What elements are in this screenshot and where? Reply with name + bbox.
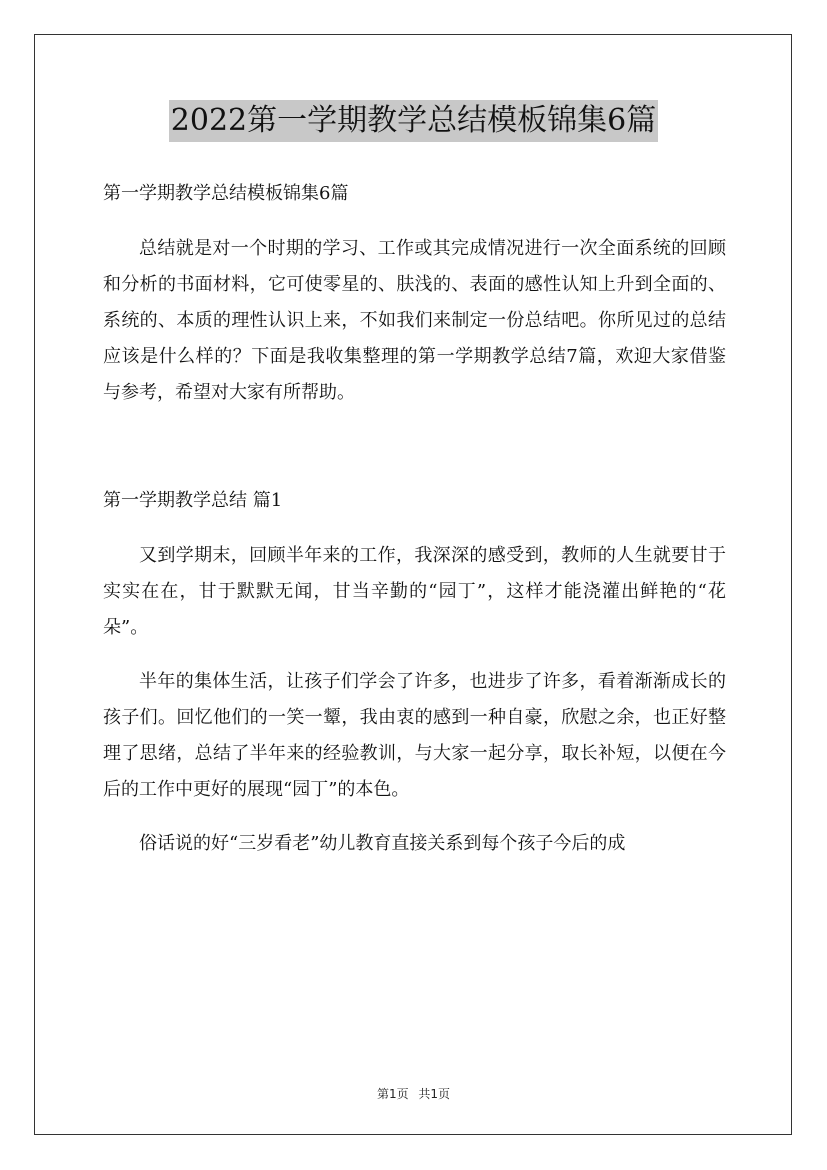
title-container <box>0 100 827 142</box>
intro-paragraph: 总结就是对一个时期的学习、工作或其完成情况进行一次全面系统的回顾和分析的书面材料，它可使零星的、肤浅的、表面的感性认知上升到全面的、系统的、本质的理性认识上来，不如我们来制定一份总结吧。你所见过的总结应该是什么样的？下面是我收集整理的第一学期教学总结7篇，欢迎大家借鉴与参考，希望对大家有所帮助。 <box>103 238 726 403</box>
body-paragraph-1: 又到学期末，回顾半年来的工作，我深深的感受到，教师的人生就要甘于实实在在，甘于默默无闻，甘当辛勤的“园丁”，这样才能浇灌出鲜艳的“花朵”。 <box>103 545 726 638</box>
document-body <box>103 176 726 880</box>
body-paragraph-3: 俗话说的好“三岁看老”幼儿教育直接关系到每个孩子今后的成 <box>139 833 626 854</box>
document-subtitle: 第一学期教学总结模板锦集6篇 <box>103 183 349 204</box>
page-number: 第1页 <box>376 1087 409 1101</box>
total-pages: 共1页 <box>418 1087 451 1101</box>
body-paragraph-2: 半年的集体生活，让孩子们学会了许多，也进步了许多，看着渐渐成长的孩子们。回忆他们的一笑一颦，我由衷的感到一种自豪，欣慰之余，也正好整理了思绪，总结了半年来的经验教训，与大家一起分享，取长补短，以便在今后的工作中更好的展现“园丁”的本色。 <box>103 671 726 800</box>
section-heading: 第一学期教学总结 篇1 <box>103 490 283 511</box>
document-title: 2022第一学期教学总结模板锦集6篇 <box>169 100 658 142</box>
page-footer <box>0 1085 827 1102</box>
